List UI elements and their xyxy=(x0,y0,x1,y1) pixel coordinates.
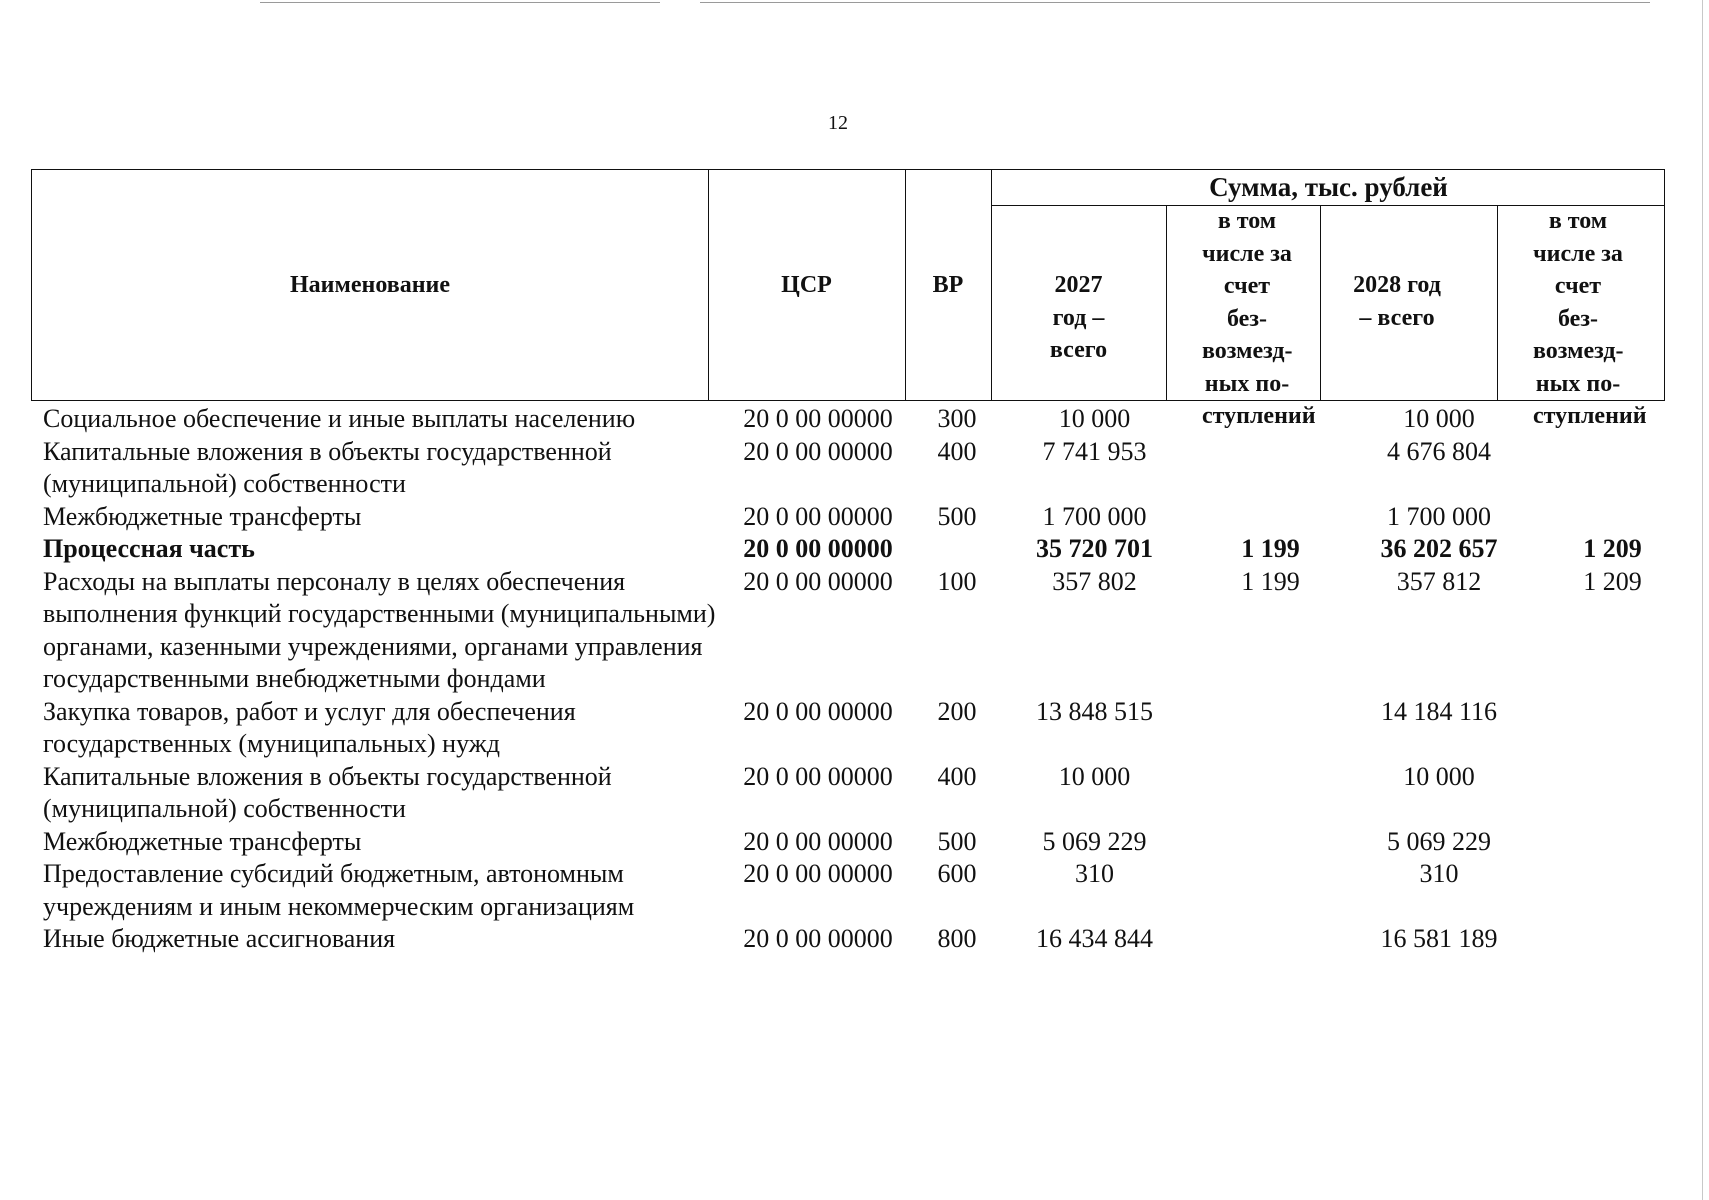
header-name: Наименование xyxy=(290,272,450,298)
row-name: Иные бюджетные ассигнования xyxy=(43,924,396,953)
header-total-2028: 2028 год – всего xyxy=(1353,272,1441,331)
row-total-2028: 36 202 657 xyxy=(1380,534,1498,563)
header-vr: ВР xyxy=(932,272,964,298)
row-name: Социальное обеспечение и иные выплаты населению xyxy=(43,404,636,433)
table-row xyxy=(31,436,1665,501)
row-total-2027: 5 069 229 xyxy=(1042,826,1147,856)
row-vr: 500 xyxy=(937,826,977,856)
row-name: Расходы на выплаты персоналу в целях обеспечения выполнения функций государственными (муниципальными) органами, казенными учреждениями, органами управления государственными внебюджетными фондами xyxy=(43,566,716,693)
row-csr: 20 0 00 00000 xyxy=(743,924,893,953)
scan-edge xyxy=(1702,0,1703,1200)
page-number: 12 xyxy=(828,112,848,134)
scan-artifact-line xyxy=(260,2,660,3)
row-csr: 20 0 00 00000 xyxy=(743,501,893,531)
row-vr: 300 xyxy=(937,404,977,433)
table-row xyxy=(31,696,1665,761)
row-name: Капитальные вложения в объекты государственной (муниципальной) собственности xyxy=(43,761,612,823)
table-row xyxy=(31,826,1665,859)
row-total-2028: 357 812 xyxy=(1396,566,1482,596)
table-row xyxy=(31,403,1665,436)
header-total-2027: 2027 год – всего xyxy=(1049,272,1108,363)
row-csr: 20 0 00 00000 xyxy=(743,436,893,466)
row-vr: 500 xyxy=(937,501,977,531)
row-csr: 20 0 00 00000 xyxy=(743,404,893,433)
row-name: Межбюджетные трансферты xyxy=(43,826,362,856)
table-row xyxy=(31,533,1665,566)
row-name: Закупка товаров, работ и услуг для обеспечения государственных (муниципальных) нужд xyxy=(43,696,576,758)
row-total-2027: 310 xyxy=(1075,859,1114,888)
header-free-2028: в том числе за счет без-возмезд-ных по-ступлений xyxy=(1533,208,1647,429)
row-total-2028: 10 000 xyxy=(1403,404,1475,433)
row-total-2027: 13 848 515 xyxy=(1036,696,1153,726)
row-total-2027: 10 000 xyxy=(1058,761,1131,791)
row-total-2027: 7 741 953 xyxy=(1042,436,1147,466)
row-total-2028: 10 000 xyxy=(1403,761,1475,791)
row-vr: 600 xyxy=(937,859,977,888)
table-body xyxy=(31,403,1665,956)
row-vr: 800 xyxy=(937,924,977,953)
row-total-2028: 5 069 229 xyxy=(1387,826,1491,856)
row-csr: 20 0 00 00000 xyxy=(743,761,893,791)
row-name: Процессная часть xyxy=(43,534,255,563)
row-name: Межбюджетные трансферты xyxy=(43,501,362,531)
row-free-2027: 1 199 xyxy=(1241,534,1300,563)
row-name: Капитальные вложения в объекты государственной (муниципальной) собственности xyxy=(43,436,612,498)
header-free-2027: в том числе за счет без-возмезд-ных по-ступлений xyxy=(1202,208,1316,429)
table-row xyxy=(31,761,1665,826)
row-vr: 400 xyxy=(937,761,977,791)
table-row xyxy=(31,923,1665,956)
row-total-2028: 14 184 116 xyxy=(1380,696,1498,726)
header-csr: ЦСР xyxy=(781,272,832,298)
row-total-2027: 357 802 xyxy=(1052,566,1137,596)
row-total-2027: 10 000 xyxy=(1058,404,1131,433)
row-csr: 20 0 00 00000 xyxy=(743,696,893,726)
row-csr: 20 0 00 00000 xyxy=(743,566,893,596)
row-total-2028: 310 xyxy=(1419,859,1459,888)
row-csr: 20 0 00 00000 xyxy=(743,534,893,563)
scan-artifact-line xyxy=(700,2,1650,3)
row-total-2028: 4 676 804 xyxy=(1387,436,1491,466)
row-total-2027: 35 720 701 xyxy=(1036,534,1153,563)
row-total-2028: 16 581 189 xyxy=(1380,924,1498,953)
row-csr: 20 0 00 00000 xyxy=(743,859,893,888)
row-total-2027: 16 434 844 xyxy=(1036,924,1153,953)
row-vr: 200 xyxy=(937,696,977,726)
row-csr: 20 0 00 00000 xyxy=(743,826,893,856)
row-name: Предоставление субсидий бюджетным, автономным учреждениям и иным некоммерческим организациям xyxy=(43,859,635,921)
row-vr: 100 xyxy=(937,566,977,596)
row-vr: 400 xyxy=(937,436,977,466)
table-row xyxy=(31,566,1665,696)
table-row xyxy=(31,501,1665,534)
header-sum-group: Сумма, тыс. рублей xyxy=(1209,172,1448,202)
row-total-2028: 1 700 000 xyxy=(1387,501,1491,531)
row-total-2027: 1 700 000 xyxy=(1042,501,1147,531)
row-free-2027: 1 199 xyxy=(1241,566,1300,596)
row-free-2028: 1 209 xyxy=(1583,566,1642,596)
table-row xyxy=(31,858,1665,923)
row-free-2028: 1 209 xyxy=(1583,534,1642,563)
